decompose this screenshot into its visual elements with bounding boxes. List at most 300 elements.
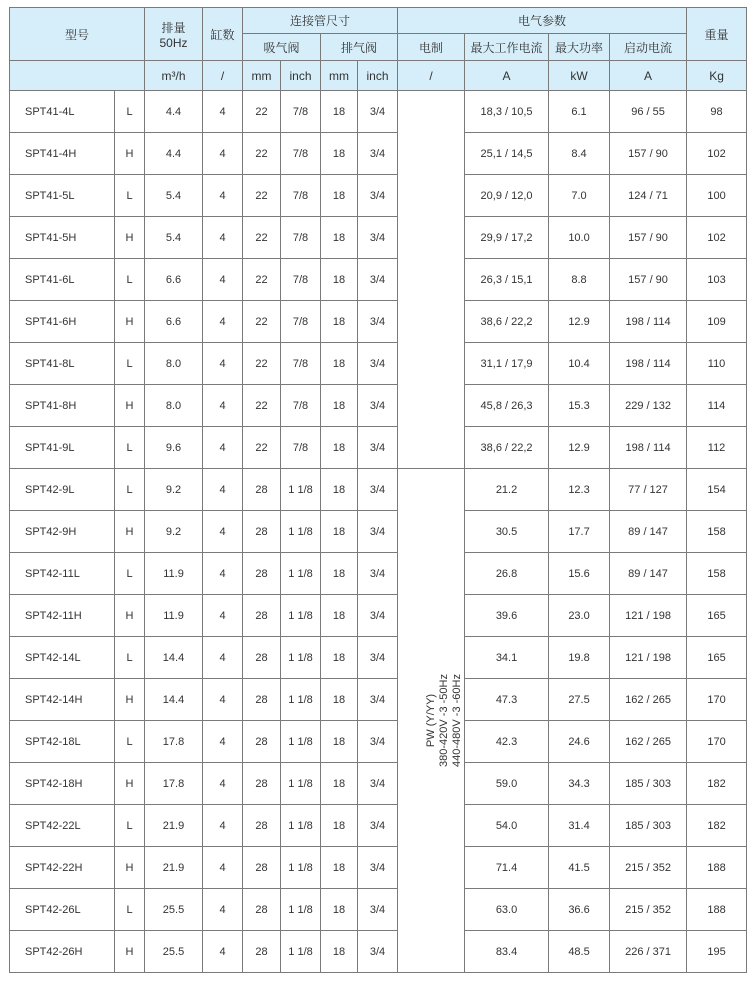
suction-mm-cell: 28 [243, 679, 281, 721]
header-cylinders: 缸数 [203, 8, 243, 61]
start-current-cell: 162 / 265 [610, 721, 687, 763]
type-cell: H [115, 385, 145, 427]
unit-max-power: kW [549, 61, 610, 91]
displacement-cell: 25.5 [145, 889, 203, 931]
type-cell: H [115, 763, 145, 805]
discharge-inch-cell: 3/4 [358, 427, 398, 469]
header-displacement [145, 8, 203, 61]
suction-inch-cell: 1 1/8 [281, 637, 321, 679]
discharge-mm-cell: 18 [321, 637, 358, 679]
start-current-cell: 229 / 132 [610, 385, 687, 427]
weight-cell: 158 [687, 511, 747, 553]
suction-inch-cell: 7/8 [281, 217, 321, 259]
header-weight: 重量 [687, 8, 747, 61]
table-row [10, 469, 747, 511]
max-power-cell: 7.0 [549, 175, 610, 217]
suction-inch-cell: 7/8 [281, 343, 321, 385]
suction-mm-cell: 22 [243, 427, 281, 469]
model-cell: SPT42-22L [10, 805, 115, 847]
table-row [10, 385, 747, 427]
weight-cell: 165 [687, 595, 747, 637]
model-cell: SPT41-4H [10, 133, 115, 175]
table-row [10, 259, 747, 301]
table-row [10, 721, 747, 763]
type-cell: L [115, 427, 145, 469]
cylinders-cell: 4 [203, 343, 243, 385]
max-power-cell: 17.7 [549, 511, 610, 553]
max-power-cell: 48.5 [549, 931, 610, 973]
max-power-cell: 27.5 [549, 679, 610, 721]
start-current-cell: 162 / 265 [610, 679, 687, 721]
cylinders-cell: 4 [203, 637, 243, 679]
max-current-cell: 39.6 [465, 595, 549, 637]
suction-inch-cell: 1 1/8 [281, 721, 321, 763]
unit-weight: Kg [687, 61, 747, 91]
discharge-inch-cell: 3/4 [358, 553, 398, 595]
table-row [10, 595, 747, 637]
start-current-cell: 89 / 147 [610, 511, 687, 553]
discharge-inch-cell: 3/4 [358, 721, 398, 763]
start-current-cell: 185 / 303 [610, 805, 687, 847]
discharge-inch-cell: 3/4 [358, 931, 398, 973]
suction-inch-cell: 1 1/8 [281, 553, 321, 595]
discharge-inch-cell: 3/4 [358, 637, 398, 679]
max-power-cell: 15.3 [549, 385, 610, 427]
suction-inch-cell: 7/8 [281, 133, 321, 175]
suction-inch-cell: 7/8 [281, 301, 321, 343]
start-current-cell: 157 / 90 [610, 259, 687, 301]
motor-group-cell [398, 469, 465, 973]
model-cell: SPT41-8L [10, 343, 115, 385]
weight-cell: 182 [687, 763, 747, 805]
discharge-inch-cell: 3/4 [358, 301, 398, 343]
suction-mm-cell: 28 [243, 721, 281, 763]
table-row [10, 553, 747, 595]
table-row [10, 511, 747, 553]
model-cell: SPT42-14L [10, 637, 115, 679]
max-power-cell: 19.8 [549, 637, 610, 679]
cylinders-cell: 4 [203, 595, 243, 637]
weight-cell: 100 [687, 175, 747, 217]
unit-start-current: A [610, 61, 687, 91]
table-row [10, 763, 747, 805]
header-motor: 电制 [398, 34, 465, 61]
start-current-cell: 157 / 90 [610, 133, 687, 175]
suction-inch-cell: 1 1/8 [281, 931, 321, 973]
discharge-mm-cell: 18 [321, 91, 358, 133]
displacement-cell: 14.4 [145, 679, 203, 721]
suction-mm-cell: 28 [243, 469, 281, 511]
weight-cell: 195 [687, 931, 747, 973]
start-current-cell: 215 / 352 [610, 847, 687, 889]
model-cell: SPT42-11H [10, 595, 115, 637]
suction-mm-cell: 22 [243, 175, 281, 217]
model-cell: SPT41-5L [10, 175, 115, 217]
discharge-inch-cell: 3/4 [358, 679, 398, 721]
suction-inch-cell: 7/8 [281, 427, 321, 469]
weight-cell: 103 [687, 259, 747, 301]
start-current-cell: 198 / 114 [610, 343, 687, 385]
cylinders-cell: 4 [203, 133, 243, 175]
model-cell: SPT41-8H [10, 385, 115, 427]
start-current-cell: 121 / 198 [610, 637, 687, 679]
header-electrical: 电气参数 [398, 8, 687, 34]
unit-suction-inch: inch [281, 61, 321, 91]
unit-discharge-inch: inch [358, 61, 398, 91]
cylinders-cell: 4 [203, 385, 243, 427]
compressor-spec-table [9, 7, 747, 973]
weight-cell: 102 [687, 217, 747, 259]
max-power-cell: 15.6 [549, 553, 610, 595]
model-cell: SPT41-9L [10, 427, 115, 469]
discharge-mm-cell: 18 [321, 343, 358, 385]
max-current-cell: 26.8 [465, 553, 549, 595]
max-current-cell: 26,3 / 15,1 [465, 259, 549, 301]
table-row [10, 637, 747, 679]
cylinders-cell: 4 [203, 427, 243, 469]
type-cell: L [115, 889, 145, 931]
cylinders-cell: 4 [203, 217, 243, 259]
model-cell: SPT41-6L [10, 259, 115, 301]
discharge-mm-cell: 18 [321, 511, 358, 553]
type-cell: H [115, 847, 145, 889]
max-current-cell: 20,9 / 12,0 [465, 175, 549, 217]
header-start-current: 启动电流 [610, 34, 687, 61]
max-power-cell: 6.1 [549, 91, 610, 133]
discharge-mm-cell: 18 [321, 931, 358, 973]
suction-mm-cell: 22 [243, 217, 281, 259]
suction-inch-cell: 1 1/8 [281, 469, 321, 511]
displacement-cell: 4.4 [145, 91, 203, 133]
max-power-cell: 12.3 [549, 469, 610, 511]
max-current-cell: 45,8 / 26,3 [465, 385, 549, 427]
cylinders-cell: 4 [203, 553, 243, 595]
header-max-current: 最大工作电流 [465, 34, 549, 61]
max-power-cell: 10.0 [549, 217, 610, 259]
suction-mm-cell: 22 [243, 343, 281, 385]
weight-cell: 98 [687, 91, 747, 133]
displacement-cell: 17.8 [145, 721, 203, 763]
max-current-cell: 59.0 [465, 763, 549, 805]
table-row [10, 427, 747, 469]
unit-model-blank [10, 61, 145, 91]
start-current-cell: 157 / 90 [610, 217, 687, 259]
motor-spec-line: 380-420V -3 -50Hz [438, 674, 451, 767]
weight-cell: 112 [687, 427, 747, 469]
start-current-cell: 77 / 127 [610, 469, 687, 511]
table-row [10, 301, 747, 343]
displacement-cell: 14.4 [145, 637, 203, 679]
model-cell: SPT41-4L [10, 91, 115, 133]
discharge-mm-cell: 18 [321, 679, 358, 721]
discharge-mm-cell: 18 [321, 469, 358, 511]
max-power-cell: 41.5 [549, 847, 610, 889]
start-current-cell: 124 / 71 [610, 175, 687, 217]
header-max-power: 最大功率 [549, 34, 610, 61]
weight-cell: 188 [687, 847, 747, 889]
max-current-cell: 38,6 / 22,2 [465, 301, 549, 343]
weight-cell: 165 [687, 637, 747, 679]
weight-cell: 114 [687, 385, 747, 427]
discharge-inch-cell: 3/4 [358, 133, 398, 175]
weight-cell: 170 [687, 679, 747, 721]
cylinders-cell: 4 [203, 259, 243, 301]
suction-inch-cell: 1 1/8 [281, 679, 321, 721]
max-power-cell: 31.4 [549, 805, 610, 847]
suction-mm-cell: 28 [243, 763, 281, 805]
suction-inch-cell: 1 1/8 [281, 805, 321, 847]
max-current-cell: 31,1 / 17,9 [465, 343, 549, 385]
suction-mm-cell: 28 [243, 931, 281, 973]
type-cell: H [115, 217, 145, 259]
max-current-cell: 83.4 [465, 931, 549, 973]
discharge-inch-cell: 3/4 [358, 805, 398, 847]
header-displacement-hz: 50Hz [159, 35, 188, 50]
displacement-cell: 11.9 [145, 553, 203, 595]
type-cell: L [115, 259, 145, 301]
max-power-cell: 36.6 [549, 889, 610, 931]
cylinders-cell: 4 [203, 847, 243, 889]
suction-mm-cell: 28 [243, 553, 281, 595]
suction-inch-cell: 1 1/8 [281, 511, 321, 553]
suction-inch-cell: 7/8 [281, 175, 321, 217]
discharge-mm-cell: 18 [321, 133, 358, 175]
unit-cylinders: / [203, 61, 243, 91]
model-cell: SPT42-26H [10, 931, 115, 973]
discharge-inch-cell: 3/4 [358, 385, 398, 427]
max-current-cell: 34.1 [465, 637, 549, 679]
discharge-mm-cell: 18 [321, 595, 358, 637]
discharge-mm-cell: 18 [321, 847, 358, 889]
max-power-cell: 10.4 [549, 343, 610, 385]
suction-mm-cell: 22 [243, 133, 281, 175]
header-displacement-label: 排量 [161, 20, 186, 35]
discharge-mm-cell: 18 [321, 553, 358, 595]
header-pipe-size: 连接管尺寸 [243, 8, 398, 34]
discharge-mm-cell: 18 [321, 721, 358, 763]
start-current-cell: 226 / 371 [610, 931, 687, 973]
displacement-cell: 9.6 [145, 427, 203, 469]
header-model: 型号 [10, 8, 145, 61]
discharge-mm-cell: 18 [321, 385, 358, 427]
motor-group-cell [398, 91, 465, 469]
max-current-cell: 47.3 [465, 679, 549, 721]
suction-inch-cell: 7/8 [281, 259, 321, 301]
suction-mm-cell: 28 [243, 511, 281, 553]
model-cell: SPT42-14H [10, 679, 115, 721]
cylinders-cell: 4 [203, 175, 243, 217]
weight-cell: 110 [687, 343, 747, 385]
discharge-mm-cell: 18 [321, 259, 358, 301]
spec-table-container [9, 7, 747, 973]
displacement-cell: 9.2 [145, 469, 203, 511]
suction-mm-cell: 28 [243, 847, 281, 889]
suction-inch-cell: 7/8 [281, 385, 321, 427]
start-current-cell: 198 / 114 [610, 427, 687, 469]
max-power-cell: 24.6 [549, 721, 610, 763]
discharge-inch-cell: 3/4 [358, 511, 398, 553]
discharge-inch-cell: 3/4 [358, 469, 398, 511]
cylinders-cell: 4 [203, 469, 243, 511]
table-row [10, 889, 747, 931]
max-current-cell: 21.2 [465, 469, 549, 511]
type-cell: H [115, 133, 145, 175]
start-current-cell: 185 / 303 [610, 763, 687, 805]
cylinders-cell: 4 [203, 931, 243, 973]
type-cell: H [115, 511, 145, 553]
discharge-inch-cell: 3/4 [358, 763, 398, 805]
discharge-mm-cell: 18 [321, 763, 358, 805]
type-cell: L [115, 553, 145, 595]
cylinders-cell: 4 [203, 721, 243, 763]
suction-mm-cell: 28 [243, 637, 281, 679]
suction-mm-cell: 22 [243, 259, 281, 301]
model-cell: SPT42-18H [10, 763, 115, 805]
max-power-cell: 12.9 [549, 301, 610, 343]
motor-spec-line: 440-480V -3 -60Hz [451, 674, 464, 767]
cylinders-cell: 4 [203, 301, 243, 343]
table-row [10, 805, 747, 847]
displacement-cell: 17.8 [145, 763, 203, 805]
discharge-inch-cell: 3/4 [358, 343, 398, 385]
discharge-mm-cell: 18 [321, 175, 358, 217]
cylinders-cell: 4 [203, 805, 243, 847]
type-cell: L [115, 721, 145, 763]
model-cell: SPT42-11L [10, 553, 115, 595]
suction-mm-cell: 22 [243, 385, 281, 427]
displacement-cell: 8.0 [145, 343, 203, 385]
max-current-cell: 38,6 / 22,2 [465, 427, 549, 469]
table-row [10, 931, 747, 973]
unit-displacement: m³/h [145, 61, 203, 91]
displacement-cell: 6.6 [145, 301, 203, 343]
model-cell: SPT42-9L [10, 469, 115, 511]
weight-cell: 154 [687, 469, 747, 511]
header-discharge: 排气阀 [321, 34, 398, 61]
model-cell: SPT42-22H [10, 847, 115, 889]
suction-inch-cell: 1 1/8 [281, 595, 321, 637]
suction-mm-cell: 28 [243, 889, 281, 931]
suction-mm-cell: 22 [243, 91, 281, 133]
start-current-cell: 121 / 198 [610, 595, 687, 637]
displacement-cell: 8.0 [145, 385, 203, 427]
table-row [10, 679, 747, 721]
table-row [10, 91, 747, 133]
discharge-inch-cell: 3/4 [358, 595, 398, 637]
model-cell: SPT42-26L [10, 889, 115, 931]
displacement-cell: 11.9 [145, 595, 203, 637]
cylinders-cell: 4 [203, 679, 243, 721]
type-cell: H [115, 595, 145, 637]
displacement-cell: 9.2 [145, 511, 203, 553]
type-cell: H [115, 679, 145, 721]
discharge-mm-cell: 18 [321, 217, 358, 259]
type-cell: H [115, 301, 145, 343]
suction-inch-cell: 1 1/8 [281, 763, 321, 805]
start-current-cell: 89 / 147 [610, 553, 687, 595]
unit-max-current: A [465, 61, 549, 91]
max-power-cell: 34.3 [549, 763, 610, 805]
type-cell: L [115, 175, 145, 217]
table-row [10, 133, 747, 175]
table-header [10, 8, 747, 91]
displacement-cell: 6.6 [145, 259, 203, 301]
discharge-mm-cell: 18 [321, 805, 358, 847]
discharge-inch-cell: 3/4 [358, 217, 398, 259]
max-power-cell: 12.9 [549, 427, 610, 469]
suction-inch-cell: 1 1/8 [281, 889, 321, 931]
model-cell: SPT42-9H [10, 511, 115, 553]
max-power-cell: 8.4 [549, 133, 610, 175]
displacement-cell: 21.9 [145, 805, 203, 847]
discharge-mm-cell: 18 [321, 427, 358, 469]
table-row [10, 217, 747, 259]
discharge-inch-cell: 3/4 [358, 175, 398, 217]
type-cell: L [115, 469, 145, 511]
max-current-cell: 71.4 [465, 847, 549, 889]
max-current-cell: 63.0 [465, 889, 549, 931]
model-cell: SPT41-5H [10, 217, 115, 259]
type-cell: L [115, 637, 145, 679]
max-power-cell: 23.0 [549, 595, 610, 637]
discharge-inch-cell: 3/4 [358, 259, 398, 301]
weight-cell: 102 [687, 133, 747, 175]
discharge-inch-cell: 3/4 [358, 847, 398, 889]
table-row [10, 847, 747, 889]
max-current-cell: 42.3 [465, 721, 549, 763]
unit-suction-mm: mm [243, 61, 281, 91]
weight-cell: 182 [687, 805, 747, 847]
start-current-cell: 215 / 352 [610, 889, 687, 931]
start-current-cell: 198 / 114 [610, 301, 687, 343]
weight-cell: 170 [687, 721, 747, 763]
weight-cell: 158 [687, 553, 747, 595]
suction-mm-cell: 22 [243, 301, 281, 343]
motor-group-text [425, 674, 464, 767]
cylinders-cell: 4 [203, 763, 243, 805]
max-current-cell: 18,3 / 10,5 [465, 91, 549, 133]
discharge-inch-cell: 3/4 [358, 889, 398, 931]
suction-mm-cell: 28 [243, 805, 281, 847]
unit-discharge-mm: mm [321, 61, 358, 91]
model-cell: SPT42-18L [10, 721, 115, 763]
type-cell: L [115, 91, 145, 133]
max-power-cell: 8.8 [549, 259, 610, 301]
unit-motor: / [398, 61, 465, 91]
max-current-cell: 54.0 [465, 805, 549, 847]
header-suction: 吸气阀 [243, 34, 321, 61]
type-cell: H [115, 931, 145, 973]
max-current-cell: 29,9 / 17,2 [465, 217, 549, 259]
displacement-cell: 5.4 [145, 175, 203, 217]
cylinders-cell: 4 [203, 91, 243, 133]
discharge-mm-cell: 18 [321, 301, 358, 343]
cylinders-cell: 4 [203, 511, 243, 553]
model-cell: SPT41-6H [10, 301, 115, 343]
weight-cell: 188 [687, 889, 747, 931]
weight-cell: 109 [687, 301, 747, 343]
discharge-inch-cell: 3/4 [358, 91, 398, 133]
table-body [10, 91, 747, 973]
displacement-cell: 21.9 [145, 847, 203, 889]
displacement-cell: 5.4 [145, 217, 203, 259]
displacement-cell: 25.5 [145, 931, 203, 973]
cylinders-cell: 4 [203, 889, 243, 931]
table-row [10, 343, 747, 385]
motor-spec-line: PW (Y/YY) [425, 693, 438, 748]
type-cell: L [115, 805, 145, 847]
table-row [10, 175, 747, 217]
